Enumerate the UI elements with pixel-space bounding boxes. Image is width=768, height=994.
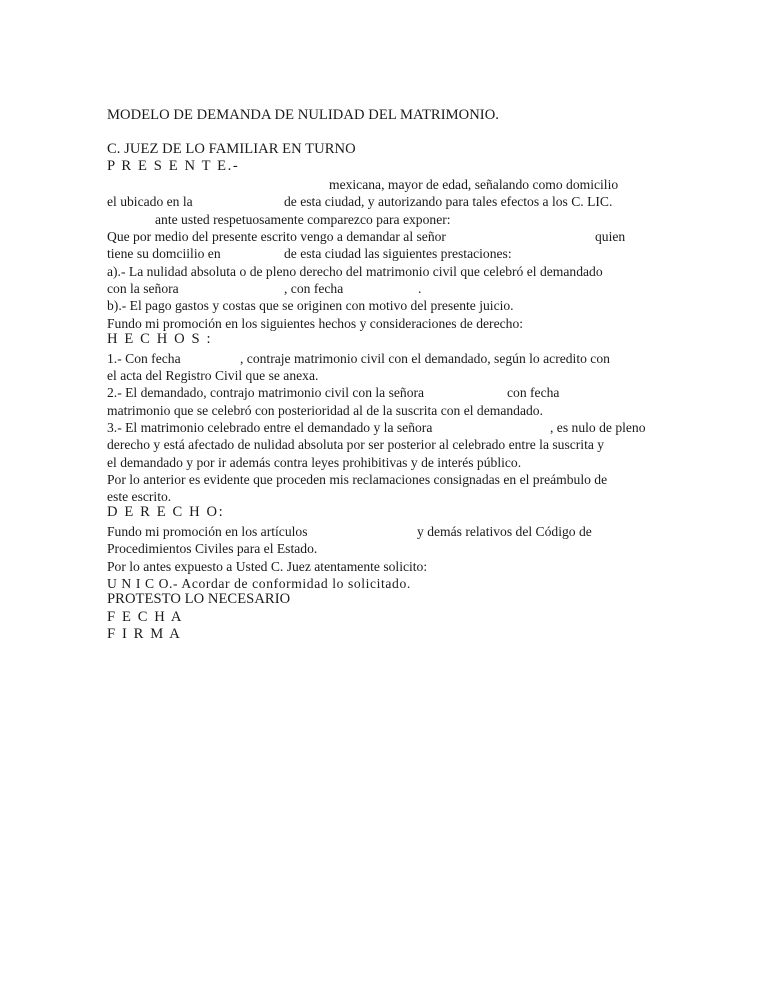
conclusion-line-1: Por lo anterior es evidente que proceden mis reclamaciones consignadas en el preámbulo de [107, 472, 608, 487]
derecho-line-1a: Fundo mi promoción en los artículos [107, 524, 308, 539]
intro-line-2b: de esta ciudad, y autorizando para tales efectos a los C. LIC. [284, 194, 613, 209]
intro-line-4b: quien [595, 229, 626, 244]
presente: P R E S E N T E.- [107, 158, 240, 174]
hecho-1-line-2: el acta del Registro Civil que se anexa. [107, 368, 319, 383]
document-title: MODELO DE DEMANDA DE NULIDAD DEL MATRIMONIO. [107, 107, 500, 123]
intro-line-5a: tiene su domciilio en [107, 246, 221, 261]
prestacion-a-line-2c: . [418, 281, 422, 296]
hecho-2-line-1b: con fecha [507, 385, 560, 400]
firma-line: F I R M A [107, 626, 182, 642]
hecho-2-line-1a: 2.- El demandado, contrajo matrimonio civil con la señora [107, 385, 425, 400]
derecho-line-1b: y demás relativos del Código de [417, 524, 592, 539]
fundo-hechos: Fundo mi promoción en los siguientes hechos y consideraciones de derecho: [107, 316, 524, 331]
derecho-line-2: Procedimientos Civiles para el Estado. [107, 541, 318, 556]
intro-line-5b: de esta ciudad las siguientes prestaciones: [284, 246, 512, 261]
hecho-3-line-2: derecho y está afectado de nulidad absoluta por ser posterior al celebrado entre la suscrita y [107, 437, 605, 452]
conclusion-line-2: este escrito. [107, 489, 172, 504]
intro-line-4a: Que por medio del presente escrito vengo a demandar al señor [107, 229, 446, 244]
intro-line-1: mexicana, mayor de edad, señalando como domicilio [329, 177, 619, 192]
intro-line-3: ante usted respetuosamente comparezco para exponer: [155, 212, 451, 227]
fecha-line: F E C H A [107, 609, 184, 625]
hecho-3-line-1a: 3.- El matrimonio celebrado entre el demandado y la señora [107, 420, 433, 435]
prestacion-a-line-2a: con la señora [107, 281, 179, 296]
unico-line: U N I C O.- Acordar de conformidad lo solicitado. [107, 576, 411, 591]
protesto-line: PROTESTO LO NECESARIO [107, 591, 291, 607]
hecho-1-line-1a: 1.- Con fecha [107, 351, 181, 366]
derecho-heading: D E R E C H O: [107, 504, 225, 520]
hecho-3-line-1b: , es nulo de pleno [550, 420, 646, 435]
prestacion-a-line-2b: , con fecha [284, 281, 344, 296]
hecho-2-line-2: matrimonio que se celebró con posterioridad al de la suscrita con el demandado. [107, 403, 543, 418]
addressee: C. JUEZ DE LO FAMILIAR EN TURNO [107, 141, 356, 157]
prestacion-a-line-1: a).- La nulidad absoluta o de pleno derecho del matrimonio civil que celebró el demandado [107, 264, 603, 279]
solicito-line: Por lo antes expuesto a Usted C. Juez atentamente solicito: [107, 559, 428, 574]
hecho-1-line-1b: , contraje matrimonio civil con el demandado, según lo acredito con [240, 351, 610, 366]
hechos-heading: H E C H O S : [107, 331, 213, 347]
prestacion-b: b).- El pago gastos y costas que se originen con motivo del presente juicio. [107, 298, 514, 313]
hecho-3-line-3: el demandado y por ir además contra leyes prohibitivas y de interés público. [107, 455, 522, 470]
intro-line-2a: el ubicado en la [107, 194, 193, 209]
